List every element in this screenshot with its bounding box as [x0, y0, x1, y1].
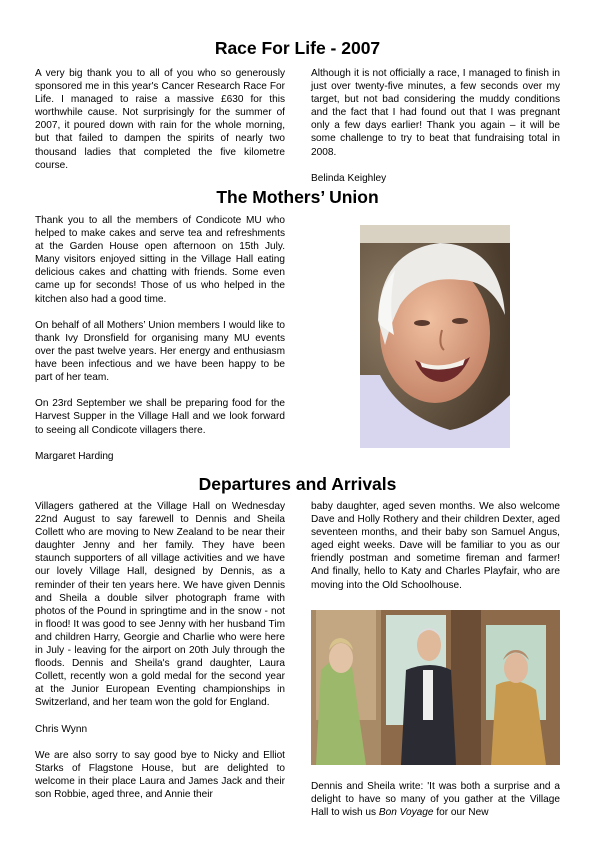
bon-voyage-italic: Bon Voyage	[378, 807, 434, 819]
mu-paragraph-2: On behalf of all Mothers’ Union members I would like to thank Ivy Dronsfield for organising many MU events over the past twelve years. Her energy and enthusiasm have been infectious and we have been happy to be part of her team.	[35, 319, 285, 384]
departures-paragraph-4	[311, 780, 560, 819]
departures-signature: Chris Wynn	[35, 723, 88, 735]
departures-right-column	[311, 500, 560, 592]
race-paragraph-2: Although it is not officially a race, I managed to finish in just over twenty-five minutes, a few seconds over my target, but not bad considering the muddy conditions and the fact that I had found out that I was pregnant only a few days earlier! Thank you again – it will be some challenge to try to beat that fundraising total in 2008.	[311, 68, 560, 158]
race-for-life-heading: Race For Life - 2007	[214, 38, 381, 58]
departures-paragraph-1: Villagers gathered at the Village Hall on Wednesday 22nd August to say farewell to Dennis and Sheila Collett who are moving to New Zealand to be near their daughter Jenny and her family. They have been staunch supporters of all village activities and we have our lovely Village Hall, designed by Dennis, as a reminder of their ten years here. We have given Dennis and Sheila a double silver photograph frame with photos of the Pound in springtime and in the snow - not in flood! It was good to see Jenny with her husband Tim and children Harry, Georgie and Charlie who were here in July - leaving for the airport on 20th July through the floods. Dennis and Sheila's grand daughter, Laura Collett, recently won a gold medal for the second year at the Junior European Eventing championships in Switzerland, and her team won the gold for England.	[35, 501, 285, 709]
mothers-union-column	[35, 214, 285, 463]
race-paragraph-1: A very big thank you to all of you who so generously sponsored me in this year's Cancer Research Race For Life. I managed to raise a massive £630 for this worthwhile cause. Not surprisingly for the summer of 2007, it poured down with rain for the whole morning, but that failed to dampen the spirits of nearly two thousand ladies that completed the five kilometre course.	[35, 68, 285, 171]
race-left-column	[35, 67, 285, 172]
race-right-column	[311, 67, 560, 185]
farewell-party-photo	[311, 610, 560, 765]
departures-left-column	[35, 500, 285, 801]
smiling-woman-portrait-image	[360, 225, 510, 448]
departures-right-column-continued	[311, 780, 560, 819]
mothers-union-heading: The Mothers’ Union	[216, 187, 379, 207]
mu-paragraph-3: On 23rd September we shall be preparing food for the Harvest Supper in the Village Hall and we look forward to seeing all Condicote villagers there.	[35, 398, 285, 436]
ivy-dronsfield-photo	[360, 225, 510, 448]
mu-signature: Margaret Harding	[35, 450, 114, 462]
race-signature: Belinda Keighley	[311, 172, 387, 184]
departures-paragraph-4-start: Dennis and Sheila write: 'It was both a surprise and a delight to have so many of you gather at the Village Hall to wish us	[311, 781, 560, 819]
mu-paragraph-1: Thank you to all the members of Condicote MU who helped to make cakes and serve tea and refreshments at the Garden House open afternoon on 15th July. Many visitors enjoyed sitting in the Village Hall eating delicious cakes and chatting with friends. Some even came up for seconds! Those of us who helped in the kitchen also had a good time.	[35, 215, 285, 305]
departures-arrivals-heading: Departures and Arrivals	[198, 474, 397, 494]
departures-paragraph-3: baby daughter, aged seven months. We also welcome Dave and Holly Rothery and their children Dexter, aged seventeen months, and their baby son Samuel Angus, aged eight weeks. Dave will be familiar to you as our friendly postman and sometime fireman and farmer! And finally, hello to Katy and Charles Playfair, who are moving into the Old Schoolhouse.	[311, 501, 560, 591]
village-hall-gathering-image	[311, 610, 560, 765]
departures-paragraph-2: We are also sorry to say good bye to Nicky and Elliot Starks of Flagstone House, but are delighted to welcome in their place Laura and James Jack and their son Robbie, aged three, and Annie their	[35, 749, 285, 801]
departures-paragraph-4-end: for our New	[433, 807, 489, 819]
